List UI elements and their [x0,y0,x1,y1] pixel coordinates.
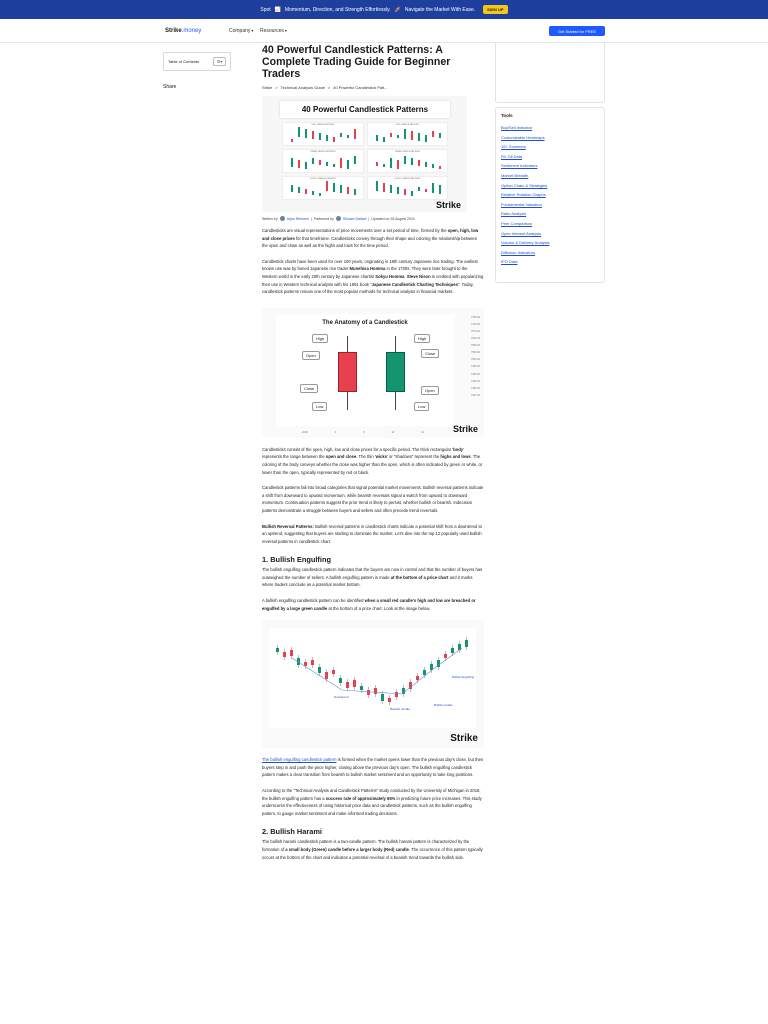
mini-candle [333,137,335,142]
y-tick-label: 7670.00 [470,329,480,333]
author-link[interactable]: Arjun Remesh [286,216,309,221]
partner-avatar [336,216,341,221]
hero-pattern-cell [282,122,364,146]
mini-candle [432,183,434,193]
nav-resources[interactable] [260,28,287,34]
mini-candle [425,162,427,167]
mini-candle [376,135,378,141]
list-icon[interactable]: ☰▾ [213,57,226,66]
promo-text-a: Spot [260,6,271,13]
tag-close: Close [300,384,318,393]
tag-high: High [414,334,430,343]
mini-candle [411,158,413,165]
text: ". Today, candlestick patterns remain one of the most popular methods for technical analysis in financial markets. [262,281,474,295]
byline-updated: Updated on 28 August 2024 [371,216,415,221]
mini-candle [312,191,314,195]
candle-body [339,678,342,683]
candle-body [374,688,377,694]
mini-candle [404,156,406,164]
y-tick-label: 7560.00 [470,351,480,355]
text: . [404,273,407,279]
y-tick-label: 7630.00 [470,337,480,341]
y-tick-label: 7380.00 [470,386,480,390]
paragraph: Candlestick patterns fall into broad categories that signal potential market movements. Bullish reversal patterns indicate a shift from downward to upward momentum, while bearish reversals signal a switch from upward to downward momentum. Continuation patterns suggest the prior trend is likely to persist, whether bullish or bearish. Indecision patterns demonstrate a struggle between buyers and sellers and often precede trend reversals. [262,485,484,513]
x-tick-label: 14 [421,430,424,434]
tag-open: Open [302,351,320,360]
nav-company-label: Company [229,28,251,34]
mini-candle [326,181,328,191]
x-tick-label: 10 [391,430,395,434]
tool-link[interactable]: RV Oil Data [501,153,523,159]
author-avatar [280,216,285,221]
get-started-button[interactable]: Get Started for FREE [549,26,605,36]
candle-body [318,667,321,673]
anatomy-canvas [276,314,454,426]
y-tick-label: 7750.00 [470,315,480,319]
engulfing-chart [262,620,484,748]
logo-text: Strike [165,28,182,34]
tool-link[interactable]: Open Interest Analysis [501,230,542,236]
chart-annotation: Bullish Engulfing [452,675,475,680]
hero-cell-label: TWO CANDLE PATTERN [395,124,419,126]
candle-body [304,662,307,666]
tools-title: Tools [501,113,513,118]
mini-candle [425,189,427,192]
mini-candle [347,187,349,194]
text-bold: Japanese Candlestick Charting Techniques [371,281,458,287]
breadcrumb-item[interactable]: Strike [262,85,273,90]
text-bold: body [453,446,464,452]
mini-candle [411,131,413,140]
mini-candle [319,133,321,140]
mini-candle [347,160,349,169]
text: The bullish harami candlestick pattern is a two-candle pattern. The bullish harami pattern is characterized by the formation of [262,839,470,852]
text-bold: Sokyu Homma [375,273,405,279]
tool-link[interactable]: Option Chain & Strategies [501,182,548,188]
candle-body [444,654,447,658]
byline-written-by: Written by [262,216,278,221]
x-tick-label: 8 [362,430,365,434]
hero-pattern-cell [367,122,449,146]
candle-body [367,690,370,695]
candle-body [346,682,349,688]
mini-candle [439,166,441,169]
text: Candlesticks are visual representations of price movements over a set period of time, formed by the [262,228,448,233]
candle-body [465,640,468,647]
candle-body [325,672,328,679]
mini-candle [347,135,349,138]
mini-candle [397,160,399,169]
candle-body [388,698,391,702]
mini-candle [397,135,399,138]
text-bold: wicks [375,454,388,460]
text: and it marks where traders conclude as a potential market bottom. [262,574,473,588]
candle-body [451,648,454,653]
mini-candle [397,187,399,194]
mini-candle [326,135,328,141]
mini-candle [411,191,413,196]
mini-candle [432,164,434,168]
text: for that timeframe. Candlesticks convey through their shape and coloring the relationship between the open and close as well as the highs and lows for the time period. [262,235,478,249]
mini-candle [354,189,356,195]
candle-body [353,680,356,687]
toc-label: Table of Contents [168,59,200,64]
section-heading-harami: 2. Bullish Harami [262,827,322,837]
tag-high: High [312,334,328,343]
text-bold: a small body (Green) candle before a larger body (Red) candle [285,847,409,852]
mini-candle [404,189,406,195]
strike-logo [450,733,478,744]
mini-candle [432,131,434,137]
tag-close: Close [421,349,439,358]
byline-partnered-by: Partnered by [313,216,334,221]
chart-annotation: Downtrend [334,695,349,700]
mini-candle [298,187,300,193]
chart-annotation: Bearish candle [390,707,410,712]
text: . The coloring of the body conveys whether the close was higher than the open, which is often indicated by green or white, or lower than the open, typically represented by red or black. [262,454,483,475]
tag-low: Low [312,402,327,411]
breadcrumb-separator: > [327,85,331,90]
text: . The occurrence of this pattern typically occurs at the bottom of the chart and indicates a potential reversal of a bearish trend towards the bullish side. [262,847,483,860]
candle-body [430,664,433,670]
red-candle-body [338,352,357,392]
candle-body [332,670,335,674]
tool-link[interactable]: Relative Rotation Graphs [501,192,546,198]
paragraph [262,258,484,296]
text: in the 1700s. They were later brought to the Western world in the early 20th century by Japanese chartist [262,266,468,279]
paragraph [262,523,484,546]
strike-logo [453,424,478,434]
candle-body [416,676,419,680]
anatomy-logo-text: Strike [452,423,478,434]
hero-pattern-grid [282,122,448,200]
mini-candle [376,181,378,191]
hero-cell-label: 5 BODY CANDLE PATTERN [309,178,336,180]
partner-link[interactable]: Shivam Gallani [342,216,367,221]
mini-candle [439,185,441,194]
candle-body [290,650,293,656]
nav-resources-label: Resources [260,28,284,34]
text: Candlestick charts have been used for over 100 years, originating in 18th century Japanese rice trading. The earliest known use was by famed Japanese rice trader [262,258,478,272]
top-nav [0,19,768,43]
mini-candle [439,133,441,138]
tool-link[interactable]: Volume & Delivery Analysis [501,240,550,246]
share-label[interactable]: Share [163,84,177,90]
promo-signup-button[interactable]: SIGN UP [483,5,507,14]
mini-candle [333,164,335,167]
y-tick-label: 7590.00 [470,344,480,348]
text: at the bottom of a price chart. Look at the image below. [327,605,431,611]
text: in predicting future price increases. This study underscores the effectiveness of using historical price data and candlestick patterns, such as the bullish engulfing pattern, to gauge market sentiment and make informed trading decisions. [262,795,482,816]
byline [262,216,484,221]
hero-heading: 40 Powerful Candlestick Patterns [280,101,450,118]
anatomy-x-axis [302,431,424,434]
sidebar-ad-box [495,42,605,103]
y-tick-label: 7420.00 [470,379,480,383]
engulfing-link[interactable]: The bullish engulfing candlestick pattern [262,757,337,763]
mini-candle [305,189,307,194]
mini-candle [291,139,293,142]
hero-cell-label: THREE CANDLE PATTERN [394,151,420,153]
y-tick-label: 7740.00 [470,322,480,326]
tool-link[interactable]: Peer Comparison [501,220,533,226]
breadcrumb-item[interactable]: Technical Analysis Guide [280,85,325,90]
mini-candle [404,129,406,139]
chevron-down-icon: ▾ [284,28,287,33]
tag-open: Open [421,386,439,395]
mini-candle [298,160,300,168]
breadcrumb-item: 40 Powerful Candlestick Patt... [333,85,388,90]
engulfing-chart-figure [262,620,484,748]
rocket-emoji-icon: 🚀 [394,6,401,13]
mini-candle [291,185,293,192]
mini-candle [312,131,314,139]
mini-candle [312,158,314,164]
candle-body [311,660,314,665]
paragraph [262,756,484,779]
text: Candlesticks consist of the open, high, low and close prices for a specific period. The thick rectangular ' [262,446,454,452]
tools-panel [495,107,605,283]
tool-link[interactable]: Diffusion Indicators [501,249,535,255]
hero-cell-label: TWO CANDLE PATTERN [311,124,335,126]
candle-body [423,670,426,675]
table-of-contents[interactable] [163,52,231,71]
mini-candle [418,133,420,141]
candle-body [283,652,286,657]
mini-candle [326,162,328,166]
mini-candle [383,164,385,167]
mini-candle [340,133,342,137]
text-bold: open and close [325,454,357,460]
page-title: 40 Powerful Candlestick Patterns: A Complete Trading Guide for Beginner Traders [262,44,451,80]
text-bold: Munehisa Homma [349,266,386,272]
mini-candle [333,183,335,192]
tag-low: Low [414,402,429,411]
green-candle-body [386,352,405,392]
chart-plot-area [270,628,476,728]
mini-candle [425,135,427,142]
site-logo[interactable] [165,28,201,34]
mini-candle [418,160,420,166]
text: According to the "Technical Analysis and Candlestick Patterns" study conducted by the University of Michigan in 2018, the bullish engulfing pattern has a [262,788,481,801]
x-tick-label: 2019 [302,430,308,434]
tool-link[interactable]: IPO Data [501,259,518,265]
text: ' or "shadows" represent the [387,454,441,460]
tools-list [501,123,599,267]
mini-candle [383,183,385,192]
candle-body [276,648,279,652]
mini-candle [390,158,392,168]
text: A bullish engulfing candlestick pattern can be identified [262,598,365,604]
mini-candle [383,137,385,142]
chevron-down-icon: ▾ [251,28,254,33]
mini-candle [319,160,321,165]
candle-body [360,686,363,690]
text-bold: Bullish Reversal Patterns: [262,523,314,529]
text-bold: at the bottom of a price chart [390,574,449,580]
hero-pattern-cell [282,176,364,200]
mini-candle [298,127,300,137]
hero-pattern-cell [367,176,449,200]
paragraph [262,227,484,250]
mini-candle [376,162,378,166]
byline-sep: | [310,216,312,221]
chart-emoji-icon: 📈 [274,6,281,13]
text-bold: when a small red candle's high and low are breached or engulfed by a large green candle [262,598,476,611]
hero-logo-text: Strike [435,200,461,210]
paragraph [262,597,484,612]
mini-candle [305,129,307,138]
chart2-logo-text: Strike [450,733,478,745]
mini-candle [354,156,356,164]
tool-link[interactable]: Ratio Analysis [501,211,527,217]
mini-candle [305,162,307,169]
section-heading-engulfing: 1. Bullish Engulfing [262,555,331,565]
y-tick-label: 7520.00 [470,358,480,362]
mini-candle [390,133,392,137]
tool-link[interactable]: 15+ Scanners [501,144,526,150]
hero-image [262,96,467,212]
hero-pattern-cell [282,149,364,173]
text: The bullish engulfing candlestick pattern indicates that the buyers are now in control and that the number of buyers has outweighed the number of sellers. A bullish engulfing pattern is made [262,567,483,580]
anatomy-y-axis [471,314,480,399]
text: Bullish reversal patterns in candlestick charts indicate a potential shift from a downtrend to an uptrend, suggesting that buyers are starting to dominate the market. Let's dive into the top 12 popularly used bullish reversal patterns in candlestick chart. [262,523,482,544]
x-tick-label: 4 [334,430,336,434]
chart-annotation: Bullish candle [434,703,453,708]
hero-cell-label: THREE CANDLE PATTERN [310,151,336,153]
nav-company[interactable] [229,28,253,34]
tool-link[interactable]: Sentiment Indicators [501,163,538,169]
mini-candle [418,187,420,191]
paragraph [262,446,484,476]
y-tick-label: 7450.00 [470,372,480,376]
candle-body [381,694,384,701]
tool-link[interactable]: Fundamental Valuation [501,201,542,207]
tool-link[interactable]: Market Breadth [501,172,529,178]
hero-pattern-cell [367,149,449,173]
hero-cell-label: 5 BODY CANDLE PATTERN [394,178,421,180]
byline-sep: | [368,216,370,221]
text: . The thin ' [356,454,376,460]
strike-logo [436,200,461,210]
article [262,44,484,861]
text-bold: open, high, low and close prices [262,228,479,241]
mini-candle [340,158,342,168]
paragraph [262,787,484,817]
text-bold: highs and lows [440,454,471,460]
anatomy-figure [262,308,484,438]
paragraph [262,838,484,861]
y-tick-label: 7407.00 [470,393,480,397]
mini-candle [354,129,356,139]
text-bold: success rate of approximately 65% [325,795,396,801]
mini-candle [390,185,392,193]
breadcrumb-separator: > [275,85,278,90]
y-tick-label: 7490.00 [470,365,480,369]
breadcrumb [262,85,484,90]
text-bold: Steve Nison [406,273,431,279]
tool-link[interactable]: Buy/Sell Indicator [501,125,533,130]
text: is formed when the market opens lower than the previous day's close, but then buyers step in and push the price higher, closing above the previous day's open. The bullish engulfing candlestick pattern makes a clear transition from bearish to bullish market sentiment and an opportunity to take long positions. [262,757,484,778]
mini-candle [319,193,321,196]
text: ' represents the range between the [262,446,464,460]
promo-banner [0,0,768,19]
paragraph [262,566,484,589]
candle-body [395,692,398,697]
promo-text-c: Navigate the Market With Ease. [404,6,476,13]
promo-text-b: Momentum, Direction, and Strength Effortlessly. [284,6,391,13]
logo-suffix: .money [181,28,202,34]
anatomy-title: The Anatomy of a Candlestick [322,319,408,326]
text: is credited with popularizing their use in Western technical analysis with his 1991 book " [262,273,484,287]
mini-candle [340,185,342,193]
mini-candle [291,158,293,167]
tool-link[interactable]: Customizable Heatmaps [501,134,545,140]
